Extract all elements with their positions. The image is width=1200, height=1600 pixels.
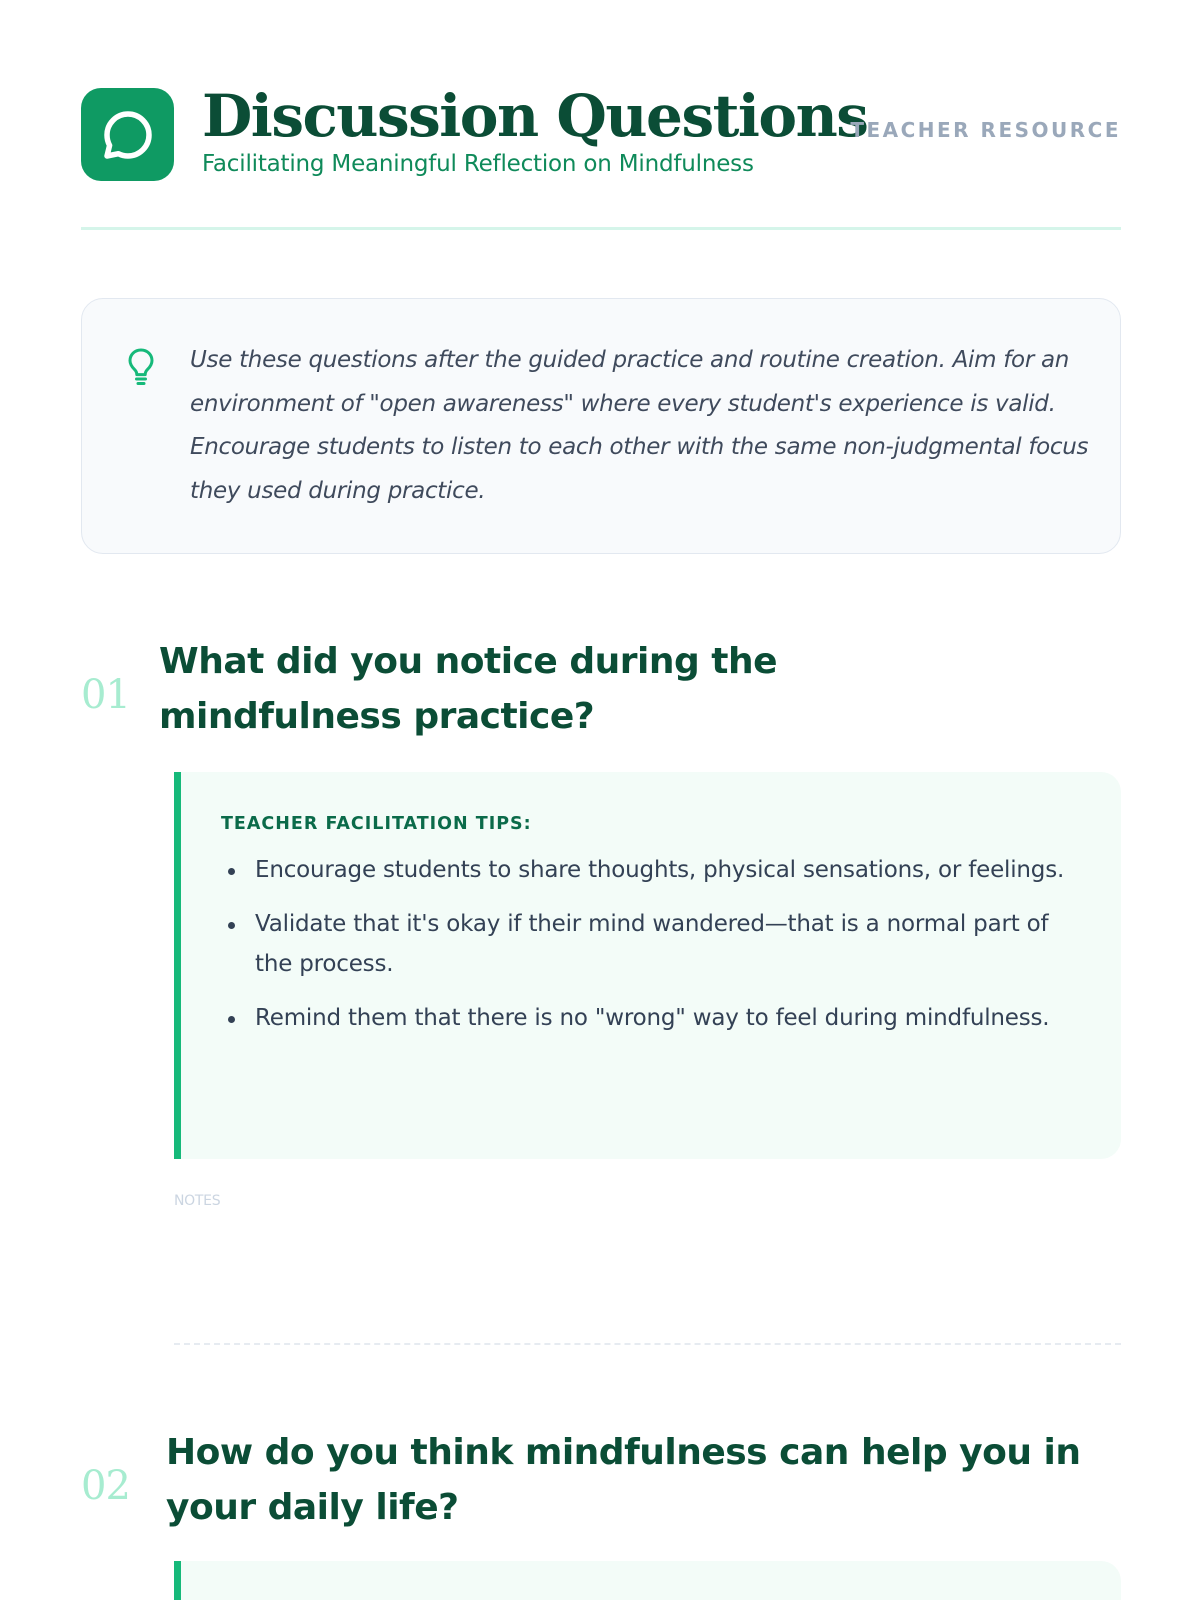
intro-callout: [81, 298, 1121, 554]
list-item: Validate that it's okay if their mind wandered—that is a normal part of the process.: [221, 904, 1081, 984]
tips-label: TEACHER FACILITATION TIPS:: [221, 814, 532, 834]
page-title: Discussion Questions: [202, 82, 868, 150]
tips-list: [221, 850, 1081, 1052]
notes-line: [174, 1343, 1121, 1345]
facilitation-tips: [174, 1561, 1121, 1600]
question-number: 01: [81, 672, 130, 718]
facilitation-tips: [174, 772, 1121, 1159]
page-subtitle: Facilitating Meaningful Reflection on Mindfulness: [202, 151, 754, 177]
lightbulb-icon: [126, 347, 156, 387]
notes-label: NOTES: [174, 1193, 221, 1209]
list-item: Remind them that there is no "wrong" way to feel during mindfulness.: [221, 998, 1081, 1038]
list-item: Encourage students to share thoughts, physical sensations, or feelings.: [221, 850, 1081, 890]
page-header: [81, 82, 1121, 183]
header-divider: [81, 227, 1121, 230]
question-title: How do you think mindfulness can help you in your daily life?: [166, 1432, 1081, 1528]
question-number: 02: [81, 1463, 130, 1509]
resource-badge: TEACHER RESOURCE: [850, 118, 1121, 142]
question-title: What did you notice during the mindfulness practice?: [159, 641, 778, 737]
intro-text: Use these questions after the guided practice and routine creation. Aim for an environment of "open awareness" where every student's experience is valid. Encourage students to listen to each other with the same non-judgmental focus they used during practice.: [190, 347, 1089, 504]
chat-bubble-icon: [81, 88, 174, 181]
